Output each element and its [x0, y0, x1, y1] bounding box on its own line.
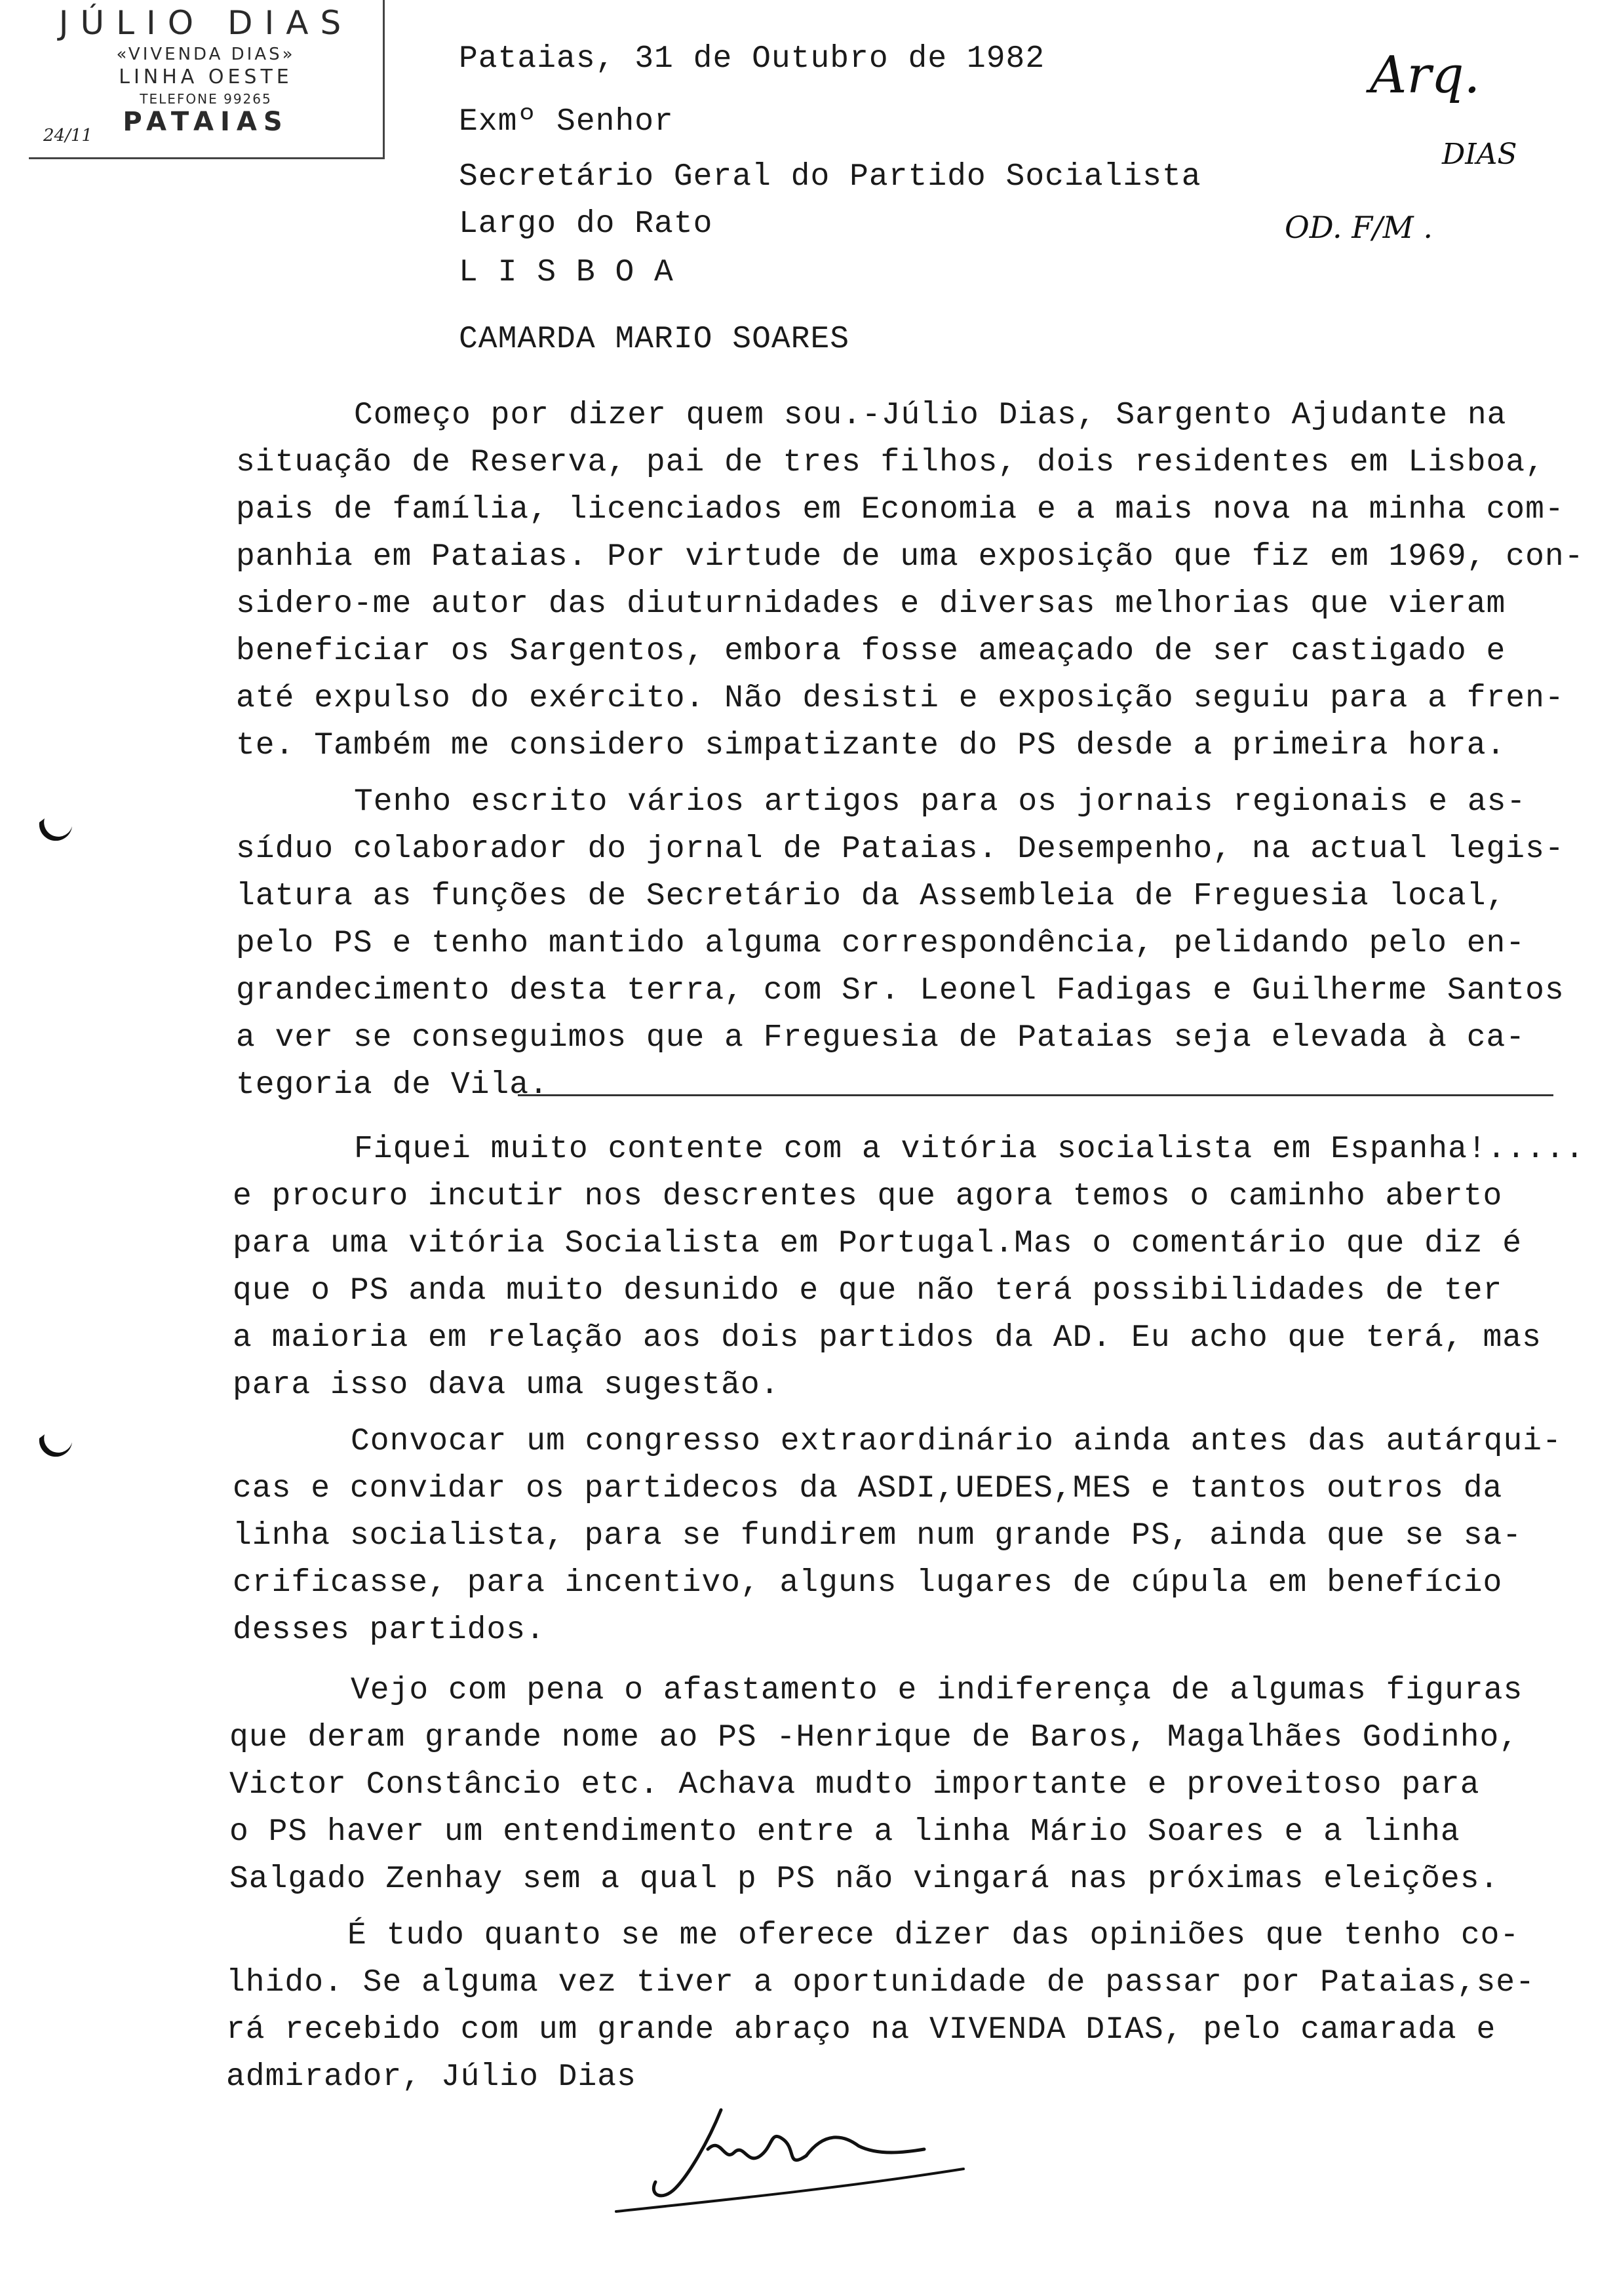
binder-hole-icon: [33, 803, 79, 849]
body-line: que deram grande nome ao PS -Henrique de Baros, Magalhães Godinho,: [229, 1720, 1519, 1755]
body-line: beneficiar os Sargentos, embora fosse ameaçado de ser castigado e: [236, 634, 1506, 669]
body-line: linha socialista, para se fundirem num grande PS, ainda que se sa-: [233, 1518, 1523, 1554]
stamp-house: «VIVENDA DIAS»: [116, 45, 296, 64]
underline-rule: [518, 1094, 1553, 1096]
binder-hole-icon: [33, 1419, 79, 1464]
margin-note-arq: Arq.: [1370, 46, 1481, 105]
body-line: É tudo quanto se me oferece dizer das opiniões que tenho co-: [347, 1918, 1520, 1953]
body-line: e procuro incutir nos descrentes que agora temos o caminho aberto: [233, 1179, 1503, 1214]
body-line: Começo por dizer quem sou.-Júlio Dias, Sargento Ajudante na: [354, 398, 1507, 433]
body-line: para uma vitória Socialista em Portugal.Mas o comentário que diz é: [233, 1226, 1523, 1261]
body-line: latura as funções de Secretário da Assembleia de Freguesia local,: [236, 879, 1506, 914]
body-line: crificasse, para incentivo, alguns lugares de cúpula em benefício: [233, 1565, 1503, 1601]
margin-note-ref: OD. F/M .: [1285, 210, 1433, 245]
body-line: que o PS anda muito desunido e que não terá possibilidades de ter: [233, 1273, 1503, 1309]
body-line: Tenho escrito vários artigos para os jornais regionais e as-: [354, 784, 1527, 820]
stamp-name: JÚLIO DIAS: [58, 4, 353, 42]
salutation: Exmº Senhor: [459, 104, 674, 140]
body-line: Vejo com pena o afastamento e indiferença de algumas figuras: [351, 1673, 1523, 1708]
body-line: para isso dava uma sugestão.: [233, 1368, 780, 1403]
body-line: grandecimento desta terra, com Sr. Leonel Fadigas e Guilherme Santos: [236, 973, 1565, 1008]
body-line: panhia em Pataias. Por virtude de uma exposição que fiz em 1969, con-: [236, 539, 1584, 575]
body-line: Convocar um congresso extraordinário ainda antes das autárqui-: [351, 1424, 1562, 1459]
body-line: a ver se conseguimos que a Freguesia de Pataias seja elevada à ca-: [236, 1020, 1526, 1056]
body-line: sidero-me autor das diuturnidades e diversas melhorias que vieram: [236, 586, 1506, 622]
body-line: síduo colaborador do jornal de Pataias. Desempenho, na actual legis-: [236, 832, 1565, 867]
stamp-town: PATAIAS: [123, 107, 289, 137]
stamp-handwritten-note: 24/11: [43, 126, 92, 145]
signature-icon: [610, 2090, 977, 2221]
body-line: rá recebido com um grande abraço na VIVENDA DIAS, pelo camarada e: [226, 2012, 1496, 2048]
body-line: pelo PS e tenho mantido alguma correspondência, pelidando pelo en-: [236, 926, 1526, 961]
recipient-address: Largo do Rato: [459, 206, 713, 242]
place-date: Pataias, 31 de Outubro de 1982: [459, 41, 1045, 77]
body-line: lhido. Se alguma vez tiver a oportunidade de passar por Pataias,se-: [226, 1965, 1535, 2000]
body-line: até expulso do exército. Não desisti e exposição seguiu para a fren-: [236, 681, 1565, 716]
addressee: CAMARDA MARIO SOARES: [459, 322, 850, 357]
recipient-title: Secretário Geral do Partido Socialista: [459, 159, 1201, 195]
recipient-city: L I S B O A: [459, 255, 674, 290]
body-line: o PS haver um entendimento entre a linha Mário Soares e a linha: [229, 1814, 1460, 1850]
body-line: desses partidos.: [233, 1613, 545, 1648]
body-line: situação de Reserva, pai de tres filhos, dois residentes em Lisboa,: [236, 445, 1545, 480]
body-line: Victor Constâncio etc. Achava mudto importante e proveitoso para: [229, 1767, 1480, 1803]
body-line: pais de família, licenciados em Economia e a mais nova na minha com-: [236, 492, 1565, 527]
body-line: tegoria de Vila.: [236, 1067, 549, 1103]
body-line: te. Também me considero simpatizante do PS desde a primeira hora.: [236, 728, 1506, 763]
stamp-phone: TELEFONE 99265: [140, 91, 272, 107]
body-line: a maioria em relação aos dois partidos da AD. Eu acho que terá, mas: [233, 1320, 1542, 1356]
margin-note-dias: DIAS: [1442, 138, 1517, 171]
stamp-line: LINHA OESTE: [119, 66, 293, 88]
body-line: admirador, Júlio Dias: [226, 2059, 636, 2095]
body-line: cas e convidar os partidecos da ASDI,UEDES,MES e tantos outros da: [233, 1471, 1503, 1506]
body-line: Salgado Zenhay sem a qual p PS não vingará nas próximas eleições.: [229, 1862, 1500, 1897]
body-line: Fiquei muito contente com a vitória socialista em Espanha!.....: [354, 1132, 1585, 1167]
